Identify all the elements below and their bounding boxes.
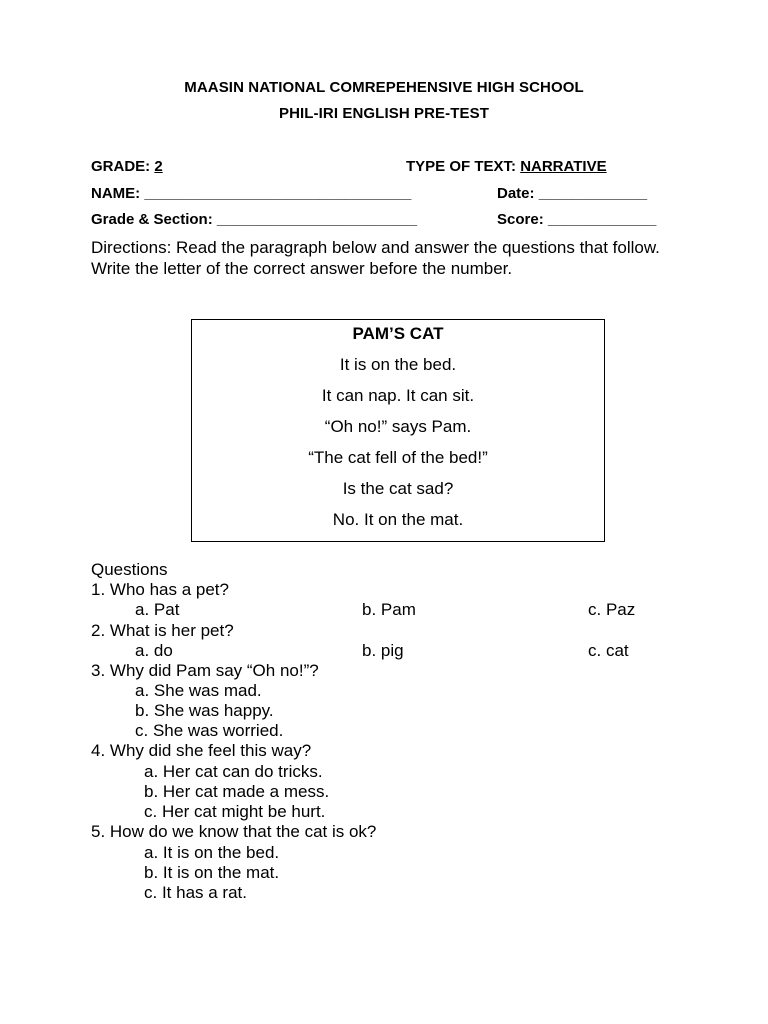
story-line: “The cat fell of the bed!” — [308, 448, 488, 467]
story-line: It is on the bed. — [339, 355, 457, 374]
question-4: 4. Why did she feel this way? — [91, 741, 312, 760]
type-of-text-label: TYPE OF TEXT: — [406, 158, 517, 175]
question-5-option-a: a. It is on the bed. — [144, 843, 280, 862]
question-1-option-b: b. Pam — [362, 600, 416, 619]
name-label: NAME: — [91, 185, 141, 202]
type-of-text-value: NARRATIVE — [520, 158, 607, 175]
question-2: 2. What is her pet? — [91, 621, 234, 640]
directions-text: Directions: Read the paragraph below and answer the questions that follow. Write the letter of the correct answer before the number. — [91, 238, 660, 278]
story-line: Is the cat sad? — [342, 479, 454, 498]
name-field[interactable] — [91, 185, 411, 202]
question-3-option-a: a. She was mad. — [135, 681, 262, 700]
grade-section-blank-line[interactable]: ________________________ — [216, 211, 418, 228]
question-3-option-c: c. She was worried. — [135, 721, 284, 740]
date-blank-line[interactable]: _____________ — [538, 185, 648, 202]
story-line: No. It on the mat. — [332, 510, 464, 529]
story-line: It can nap. It can sit. — [321, 386, 475, 405]
question-4-option-b: b. Her cat made a mess. — [144, 782, 330, 801]
score-blank-line[interactable]: _____________ — [547, 211, 657, 228]
name-blank-line[interactable]: ________________________________ — [144, 185, 412, 202]
date-field[interactable] — [497, 185, 647, 202]
question-4-option-a: a. Her cat can do tricks. — [144, 762, 323, 781]
question-4-option-c: c. Her cat might be hurt. — [144, 802, 326, 821]
test-title: PHIL-IRI ENGLISH PRE-TEST — [278, 105, 489, 122]
story-title: PAM’S CAT — [352, 324, 444, 343]
question-1-option-c: c. Paz — [588, 600, 636, 619]
question-1: 1. Who has a pet? — [91, 580, 229, 599]
question-2-option-a: a. do — [135, 641, 173, 660]
date-label: Date: — [497, 185, 535, 202]
question-3: 3. Why did Pam say “Oh no!”? — [91, 661, 319, 680]
question-5-option-b: b. It is on the mat. — [144, 863, 280, 882]
grade-section-field[interactable] — [91, 211, 417, 228]
question-2-option-c: c. cat — [588, 641, 629, 660]
question-5-option-c: c. It has a rat. — [144, 883, 247, 902]
grade-field — [91, 158, 163, 175]
story-box — [191, 319, 605, 542]
story-line: “Oh no!” says Pam. — [324, 417, 472, 436]
score-field[interactable] — [497, 211, 656, 228]
grade-label: GRADE: — [91, 158, 151, 175]
question-1-option-a: a. Pat — [135, 600, 180, 619]
questions-heading: Questions — [91, 560, 168, 579]
grade-value: 2 — [154, 158, 163, 175]
school-name: MAASIN NATIONAL COMREPEHENSIVE HIGH SCHOOL — [184, 79, 584, 96]
question-3-option-b: b. She was happy. — [135, 701, 274, 720]
type-of-text-field — [406, 158, 607, 175]
grade-section-label: Grade & Section: — [91, 211, 213, 228]
question-5: 5. How do we know that the cat is ok? — [91, 822, 377, 841]
score-label: Score: — [497, 211, 544, 228]
question-2-option-b: b. pig — [362, 641, 404, 660]
